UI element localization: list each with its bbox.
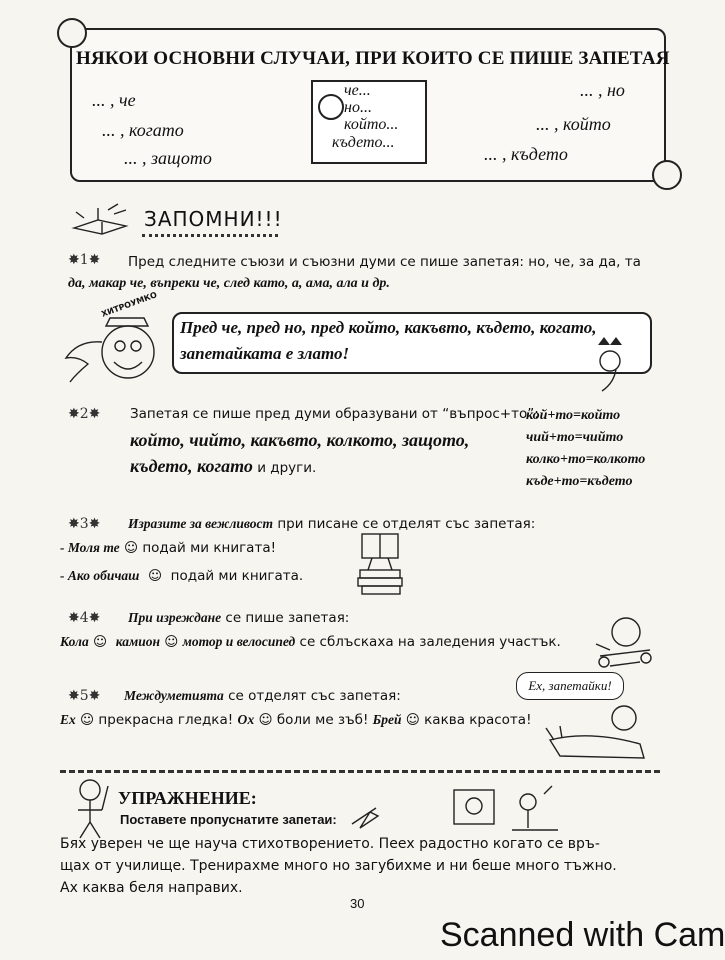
rule-4-example: Кола ☺ камион ☺ мотор и велосипед се сблъскаха на заледения участък. <box>60 634 561 650</box>
exercise-line-1: Бях уверен че ще науча стихотворението. Пеех радостно когато се връ- <box>60 836 600 852</box>
exercise-title: УПРАЖНЕНИЕ: <box>118 788 257 808</box>
mascot-label: ХИТРОУМКО <box>100 290 159 319</box>
scroll-curl-right <box>652 160 682 190</box>
bubble-line-1: Пред че, пред но, пред който, какъвто, където, когато, <box>180 318 597 337</box>
smiley-icon <box>318 94 344 120</box>
rule-1-bullet-icon: ✸1✸ <box>68 252 101 268</box>
rule-1-text-a: Пред следните съюзи и съюзни думи се пише запетая: но, че, за да, та <box>128 254 641 270</box>
writing-hand-icon <box>348 804 382 830</box>
rule-2-text: Запетая се пише пред думи образувани от “въпрос+то”: <box>130 406 539 422</box>
center-word-1: че... <box>344 82 371 99</box>
rule-3-text: Изразите за вежливост при писане се отделят със запетая: <box>128 516 536 532</box>
classroom-icon <box>448 784 568 840</box>
rule-1-text-b: да, макар че, въпреки че, след като, а, ама, ала и др. <box>68 276 390 291</box>
center-word-3: който... <box>344 116 399 133</box>
center-word-4: където... <box>332 134 395 151</box>
rule-3-example-2: - Ако обичаш ☺ подай ми книгата. <box>60 568 304 584</box>
section-separator <box>60 770 660 773</box>
scanner-watermark: Scanned with Cam <box>440 916 725 954</box>
scroll-title: НЯКОИ ОСНОВНИ СЛУЧАИ, ПРИ КОИТО СЕ ПИШЕ ЗАПЕТАЯ <box>76 48 670 69</box>
exercise-line-2: щах от училище. Тренирахме много но загубихме и ни беше много тъжно. <box>60 858 617 874</box>
speech-bubble-ex: Ех, запетайки! <box>516 672 624 700</box>
conj-left-1: ... , че <box>92 90 136 110</box>
rule-2-bullet-icon: ✸2✸ <box>68 406 101 422</box>
page-number: 30 <box>350 896 365 911</box>
remember-underline <box>142 234 278 237</box>
conj-left-2: ... , когато <box>102 120 184 140</box>
formula-3: колко+то=колкото <box>526 452 646 467</box>
comma-crown-icon <box>590 335 630 395</box>
mascot-face-icon <box>58 310 168 390</box>
formula-1: кой+то=който <box>526 408 621 423</box>
rule-2-words-1: който, чийто, какъвто, колкото, защото, <box>130 430 470 450</box>
rule-4-text: При изреждане се пише запетая: <box>128 610 350 626</box>
pencil-kid-icon <box>68 776 112 842</box>
scroll-curl-left <box>57 18 87 48</box>
exercise-instruction: Поставете пропуснатите запетаи: <box>120 812 337 827</box>
rule-5-text: Междуметията се отделят със запетая: <box>124 688 401 704</box>
rule-4-bullet-icon: ✸4✸ <box>68 610 101 626</box>
exercise-line-3: Ах каква беля направих. <box>60 880 243 896</box>
formula-4: къде+то=където <box>526 474 633 489</box>
lying-character-icon <box>540 700 660 764</box>
conj-left-3: ... , защото <box>124 148 212 168</box>
rule-5-bullet-icon: ✸5✸ <box>68 688 101 704</box>
remember-title: ЗАПОМНИ!!! <box>144 207 283 231</box>
conj-right-3: ... , където <box>484 144 568 164</box>
bubble-line-2: запетайката е злато! <box>180 344 350 363</box>
book-icon <box>68 200 140 236</box>
rule-3-bullet-icon: ✸3✸ <box>68 516 101 532</box>
crash-cartoon-icon <box>590 606 660 670</box>
reading-stack-icon <box>352 530 412 602</box>
formula-2: чий+то=чийто <box>526 430 624 445</box>
rule-2-words-2: където, когато и други. <box>130 456 317 476</box>
conj-right-1: ... , но <box>580 80 625 100</box>
center-word-2: но... <box>344 99 372 116</box>
rule-3-example-1: - Моля те ☺ подай ми книгата! <box>60 540 277 556</box>
rule-5-example: Ех ☺ прекрасна гледка! Ох ☺ боли ме зъб! Брей ☺ каква красота! <box>60 712 532 728</box>
conj-right-2: ... , който <box>536 114 611 134</box>
